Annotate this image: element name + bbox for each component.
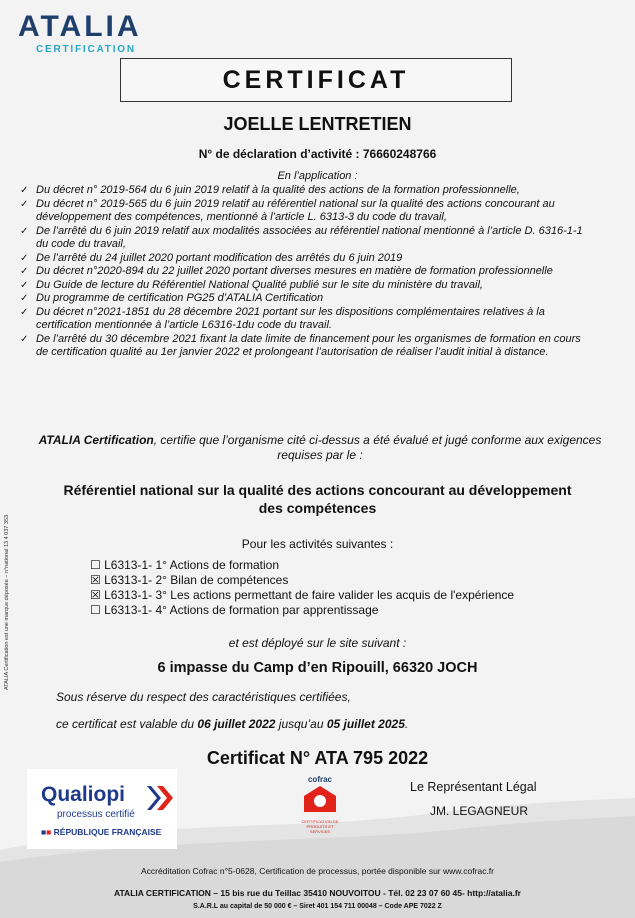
signatory-title: Le Représentant Légal — [410, 780, 537, 794]
validity-prefix: ce certificat est valable du — [56, 717, 198, 731]
activity-label: L6313-1- 1° Actions de formation — [104, 558, 280, 572]
footer-company-line: ATALIA CERTIFICATION – 15 bis rue du Teillac 35410 NOUVOITOU - Tél. 02 23 07 60 45- http://atalia.fr — [113, 888, 521, 898]
referentiel-title: Référentiel national sur la qualité des actions concourant au développement des compétences — [63, 482, 572, 516]
activities-list — [90, 558, 514, 618]
activity-item — [90, 588, 514, 603]
holder-name: JOELLE LENTRETIEN — [223, 114, 412, 134]
validity-suffix: . — [404, 717, 409, 731]
legal-item: ✓ Du décret n° 2019-565 du 6 juin 2019 relatif au référentiel national sur la qualité des actions concourant au développement des compétences, mentionné à l’article L. 6313-3 du code du travail, — [20, 198, 595, 225]
activity-checkbox: ☐ — [90, 603, 101, 617]
activity-item — [90, 603, 514, 618]
activity-item — [90, 573, 514, 588]
cofrac-subtitle: CERTIFICATION DE PRODUITS ET SERVICES — [301, 819, 339, 834]
validity-mid: jusqu’au — [275, 717, 327, 731]
legal-item: ✓ De l’arrêté du 24 juillet 2020 portant modification des arrêtés du 6 juin 2019 — [20, 252, 595, 266]
site-address: 6 impasse du Camp d’en Ripouill, 66320 JOCH — [157, 660, 478, 676]
application-heading: En l’application : — [277, 170, 358, 182]
accreditation-text: Accréditation Cofrac n°5-0628, Certification de processus, portée disponible sur www.cofrac.fr — [140, 866, 494, 876]
legal-list — [20, 184, 595, 360]
qualiopi-arrows-icon — [147, 786, 173, 810]
republique-francaise-label: ■■ RÉPUBLIQUE FRANÇAISE — [41, 827, 162, 837]
certification-statement-text: , certifie que l’organisme cité ci-dessus a été évalué et jugé conforme aux exigences requises par le : — [153, 433, 602, 462]
legal-item: ✓ Du décret n° 2019-564 du 6 juin 2019 relatif à la qualité des actions de la formation professionnelle, — [20, 184, 595, 198]
legal-item: ✓ De l’arrêté du 30 décembre 2021 fixant la date limite de financement pour les organismes de formation en cours de certification qualité au 1er janvier 2022 et prolongeant l’autorisation de réaliser l’audit initial à distance. — [20, 333, 595, 360]
deployed-text: et est déployé sur le site suivant : — [228, 636, 407, 650]
legal-item: ✓ Du Guide de lecture du Référentiel National Qualité publié sur le site du ministère du travail, — [20, 279, 595, 293]
certifier-name: ATALIA Certification — [38, 433, 154, 447]
legal-item: ✓ Du décret n°2021-1851 du 28 décembre 2021 portant sur les dispositions complémentaires relatives à la certification mentionnée à l’article L6316-1du code du travail. — [20, 306, 595, 333]
activity-checkbox: ☒ — [90, 573, 101, 587]
validity-to: 05 juillet 2025 — [326, 717, 405, 731]
cofrac-word: cofrac — [307, 775, 332, 784]
cofrac-logo — [300, 775, 340, 845]
activity-item — [90, 558, 514, 573]
qualiopi-word: Qualiopi — [41, 783, 125, 806]
legal-item: ✓ Du programme de certification PG25 d’ATALIA Certification — [20, 292, 595, 306]
validity-from: 06 juillet 2022 — [197, 717, 276, 731]
legal-item: ✓ Du décret n°2020-894 du 22 juillet 2020 portant diverses mesures en matière de formation professionnelle — [20, 265, 595, 279]
cofrac-emblem-icon — [300, 784, 340, 814]
certification-statement — [30, 433, 610, 463]
activity-checkbox: ☒ — [90, 588, 101, 602]
footer-legal-line: S.A.R.L au capital de 50 000 € – Siret 401 154 711 00048 – Code APE 7022 Z — [193, 903, 442, 910]
declaration-number: N° de déclaration d’activité : 76660248766 — [198, 147, 437, 161]
atalia-logo — [18, 10, 158, 58]
vertical-trademark-note: ATALIA Certification est une marque déposée – n°national 13 4 037 353 — [4, 514, 10, 690]
page-title: CERTIFICAT — [222, 66, 410, 94]
qualiopi-subtitle: processus certifié — [57, 809, 135, 820]
activity-label: L6313-1- 4° Actions de formation par apprentissage — [104, 603, 379, 617]
logo-subtitle: CERTIFICATION — [36, 44, 136, 55]
activity-label: L6313-1- 3° Les actions permettant de faire valider les acquis de l'expérience — [104, 588, 515, 602]
certificate-number: Certificat N° ATA 795 2022 — [206, 748, 429, 768]
signature-block — [410, 780, 590, 818]
legal-item: ✓ De l’arrêté du 6 juin 2019 relatif aux modalités associées au référentiel national mentionné à l’article D. 6316-1-1 du code du travail, — [20, 225, 595, 252]
logo-word: ATALIA — [18, 10, 142, 43]
validity-text — [56, 717, 408, 731]
activities-heading: Pour les activités suivantes : — [241, 537, 394, 551]
signatory-name: JM. LEGAGNEUR — [430, 804, 529, 818]
activity-checkbox: ☐ — [90, 558, 101, 572]
title-box — [120, 58, 512, 102]
activity-label: L6313-1- 2° Bilan de compétences — [104, 573, 289, 587]
reserve-text: Sous réserve du respect des caractéristiques certifiées, — [56, 690, 351, 704]
qualiopi-logo — [27, 769, 177, 849]
